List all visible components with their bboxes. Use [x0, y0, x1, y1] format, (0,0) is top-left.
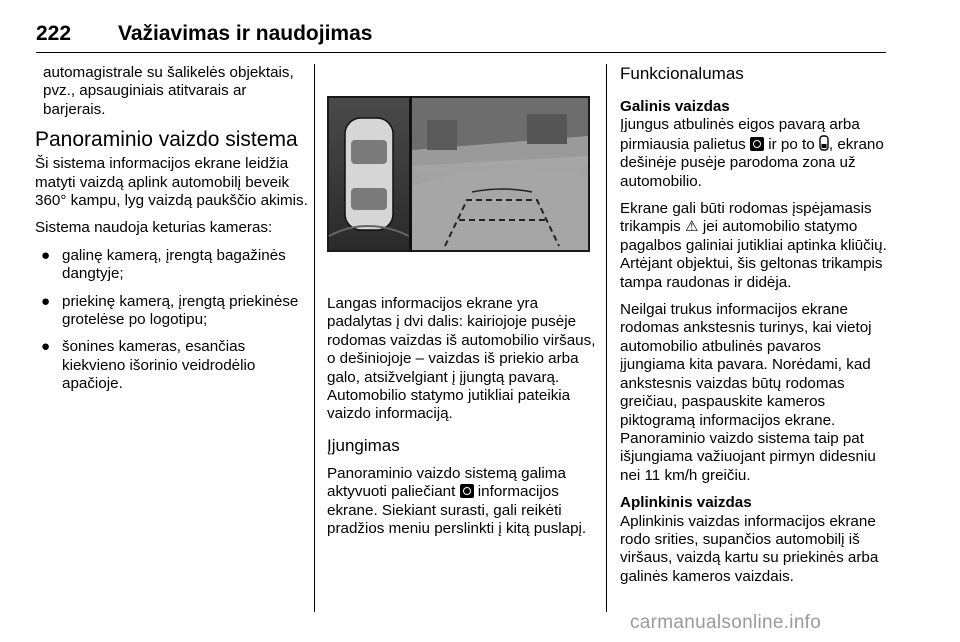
page-number: 222 — [36, 22, 72, 45]
paragraph-rear-view: Įjungus atbulinės eigos pavarą arba pirmiausia palietus ir po to , ekrano dešinėje pusėje parodoma zona už automobilio. — [620, 116, 884, 190]
column-3 — [620, 64, 890, 595]
figure-caption: Langas informacijos ekrane yra padalytas į dvi dalis: kairiojoje pusėje rodomas vaizdas iš automobilio viršaus, o dešiniojoje – vaizdas iš priekio arba galo, atsižvelgiant į įjungtą pavarą. Automobilio statymo jutikliai pateikia vaizdo informaciją. — [327, 295, 596, 423]
column-1 — [35, 64, 311, 403]
camera-view-image — [327, 96, 590, 252]
paragraph-warning-triangle: Ekrane gali būti rodomas įspėjamasis trikampis ⚠ jei automobilio statymo pagalbos galiniai jutikliai aptinka kliūčių. Artėjant objektui, šis geltonas trikampis tampa raudonas ir didėja. — [620, 200, 887, 291]
bullet-icon: ● — [41, 338, 51, 356]
section-title-functionality: Funkcionalumas — [620, 64, 744, 83]
paragraph-system-description: Ši sistema informacijos ekrane leidžia matyti vaizdą aplink automobilį beveik 360° kampu, lyg vaizdą paukščio akimis. — [35, 155, 308, 210]
paragraph-surround-view: Aplinkinis vaizdas informacijos ekrane rodo srities, supančios automobilį iš viršaus, vaizdą kartu su priekinės arba galinės kameros vaizdais. — [620, 512, 879, 585]
car-top-view-icon — [345, 118, 393, 230]
list-item: ● galinę kamerą, įrengtą bagažinės dangtyje; — [41, 246, 286, 283]
watermark: carmanualsonline.info — [630, 612, 822, 633]
subheading-surround-view: Aplinkinis vaizdas — [620, 494, 752, 512]
paragraph-activation: Panoraminio vaizdo sistemą galima aktyvuoti paliečiant informacijos ekrane. Siekiant surasti, gali reikėti pradžios meniu perslinkti į kitą puslapį. — [327, 464, 587, 538]
page-header — [36, 22, 886, 53]
column-divider-2 — [606, 64, 607, 612]
bullet-icon: ● — [41, 246, 51, 264]
column-divider-1 — [314, 64, 315, 612]
intro-continuation: automagistrale su šalikelės objektais, pvz., apsauginiais atitvarais ar barjerais. — [43, 64, 294, 118]
paragraph-cameras-intro: Sistema naudoja keturias kameras: — [35, 219, 273, 237]
section-title-panoramic: Panoraminio vaizdo sistema — [35, 128, 298, 152]
subheading-rear-view: Galinis vaizdas — [620, 98, 730, 115]
column-2 — [327, 96, 599, 547]
rear-view-car-icon — [819, 135, 829, 151]
subsection-title-activation: Įjungimas — [327, 435, 400, 455]
list-item: ● priekinę kamerą, įrengtą priekinėse grotelėse po logotipu; — [41, 292, 299, 329]
chapter-title: Važiavimas ir naudojimas — [118, 22, 373, 45]
paragraph-view-switch: Neilgai trukus informacijos ekrane rodomas ankstesnis turinys, kai vietoj automobilio atbulinės pavaros įjungiama kita pavara. Norėdami, kad ankstesnis vaizdas būtų rodomas greičiau, paspauskite kameros piktogramą informacijos ekrane. Panoraminio vaizdo sistema taip pat išjungiama važiuojant pirmyn didesniu nei 11 km/h greičiu. — [620, 301, 876, 484]
camera-list — [35, 247, 311, 394]
camera-icon — [750, 137, 764, 151]
warning-triangle-icon: ⚠ — [685, 218, 699, 236]
bullet-icon: ● — [41, 292, 51, 310]
list-item: ● šonines kameras, esančias kiekvieno išorinio veidrodėlio apačioje. — [41, 338, 256, 393]
camera-icon — [460, 484, 474, 498]
panoramic-display-illustration — [327, 96, 590, 252]
